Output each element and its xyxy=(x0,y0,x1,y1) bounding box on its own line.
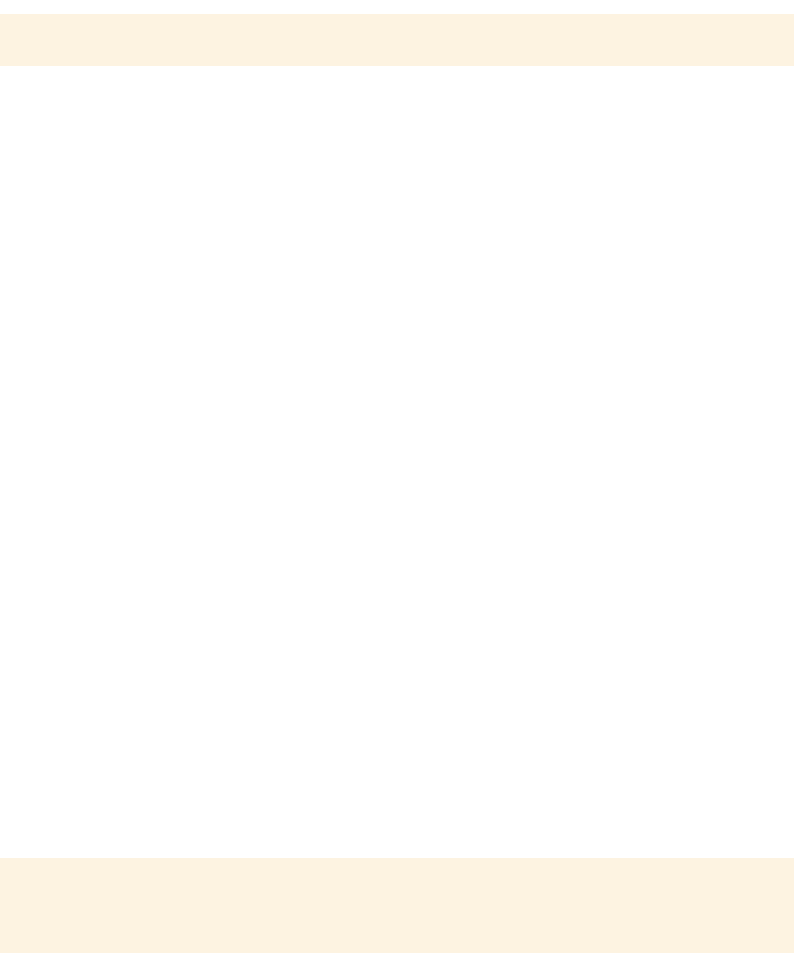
leaves-decoration xyxy=(0,14,794,66)
pumpkins-and-leaves-border xyxy=(0,858,794,953)
pumpkins-decoration xyxy=(0,858,794,953)
autumn-leaves-border xyxy=(0,14,794,66)
